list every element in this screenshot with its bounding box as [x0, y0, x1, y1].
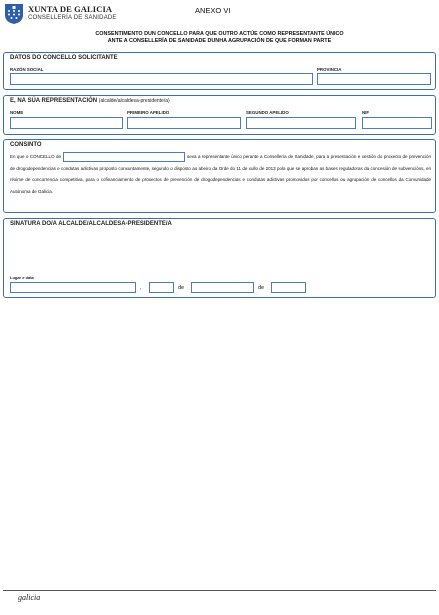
provincia-label: PROVINCIA — [317, 67, 342, 72]
consent-text-start: En que o CONCELLO de — [10, 154, 62, 159]
galicia-footer-logo: galicia — [18, 593, 41, 602]
annex-label: ANEXO VI — [195, 6, 231, 15]
consent-text-rest: sexa a representante único perante a Consellería de Sanidade, para a presentación e xestión do proxecto de prevención de drogodependencias e condutas adictivas proposto conxuntamente, segundo o disposto ao abeiro da Orde do 11 de xullo de 2013 pola que se aproban as bases reguladoras da concesión de subvencións, en réxime de concorrencia competitiva, para o cofinanciamento de proxectos de prevención de drogodependencias e condutas adictivas promovidos por concellos ou agrupación de concellos da Comunidade Autónoma de Galicia. — [10, 154, 431, 194]
title-line-1: CONSENTIMENTO DUN CONCELLO PARA QUE OUTRO ACTÚE COMO REPRESENTANTE ÚNICO — [95, 31, 344, 37]
segundo-apelido-label: SEGUNDO APELIDO — [246, 110, 289, 115]
de-separator-2: de — [258, 285, 265, 291]
nome-field[interactable] — [10, 117, 123, 129]
primeiro-apelido-field[interactable] — [127, 117, 241, 129]
nome-label: NOME — [10, 110, 24, 115]
section-consent — [3, 139, 436, 213]
section-title-main: E, NA SÚA REPRESENTACIÓN — [10, 98, 98, 104]
day-field[interactable] — [149, 282, 174, 293]
segundo-apelido-field[interactable] — [246, 117, 356, 129]
section-concello-data — [3, 52, 436, 90]
de-separator-1: de — [178, 285, 185, 291]
section-title: CONSINTO — [10, 142, 42, 148]
nif-field[interactable] — [362, 117, 432, 129]
section-title: SINATURA DO/A ALCALDE/ALCALDESA-PRESIDENTE/A — [10, 221, 172, 227]
primeiro-apelido-label: PRIMEIRO APELIDO — [127, 110, 170, 115]
comma-separator: , — [140, 285, 142, 291]
razon-social-label: RAZÓN SOCIAL — [10, 67, 44, 72]
section-title: DATOS DO CONCELLO SOLICITANTE — [10, 55, 118, 61]
section-title — [10, 98, 170, 104]
xunta-logo — [4, 3, 144, 25]
footer-divider — [3, 590, 436, 591]
org-department: CONSELLERÍA DE SANIDADE — [28, 15, 117, 21]
month-field[interactable] — [191, 282, 254, 293]
section-signature — [3, 218, 436, 298]
title-line-2: ANTE A CONSELLERÍA DE SANIDADE DUNHA AGRUPACIÓN DE QUE FORMAN PARTE — [107, 38, 332, 44]
concello-name-field[interactable] — [63, 152, 185, 162]
razon-social-field[interactable] — [10, 73, 313, 85]
section-title-note: (alcalde/alcaldesa-presidente/a) — [98, 98, 170, 104]
place-field[interactable] — [10, 282, 136, 293]
section-representative — [3, 95, 436, 135]
place-date-label: Lugar e data — [10, 275, 34, 280]
org-name: XUNTA DE GALICIA — [28, 4, 113, 14]
consent-paragraph — [10, 151, 431, 197]
xunta-shield-icon — [4, 3, 24, 25]
nif-label: NIF — [362, 110, 370, 115]
document-title — [0, 31, 439, 45]
provincia-field[interactable] — [317, 73, 431, 85]
year-field[interactable] — [271, 282, 306, 293]
